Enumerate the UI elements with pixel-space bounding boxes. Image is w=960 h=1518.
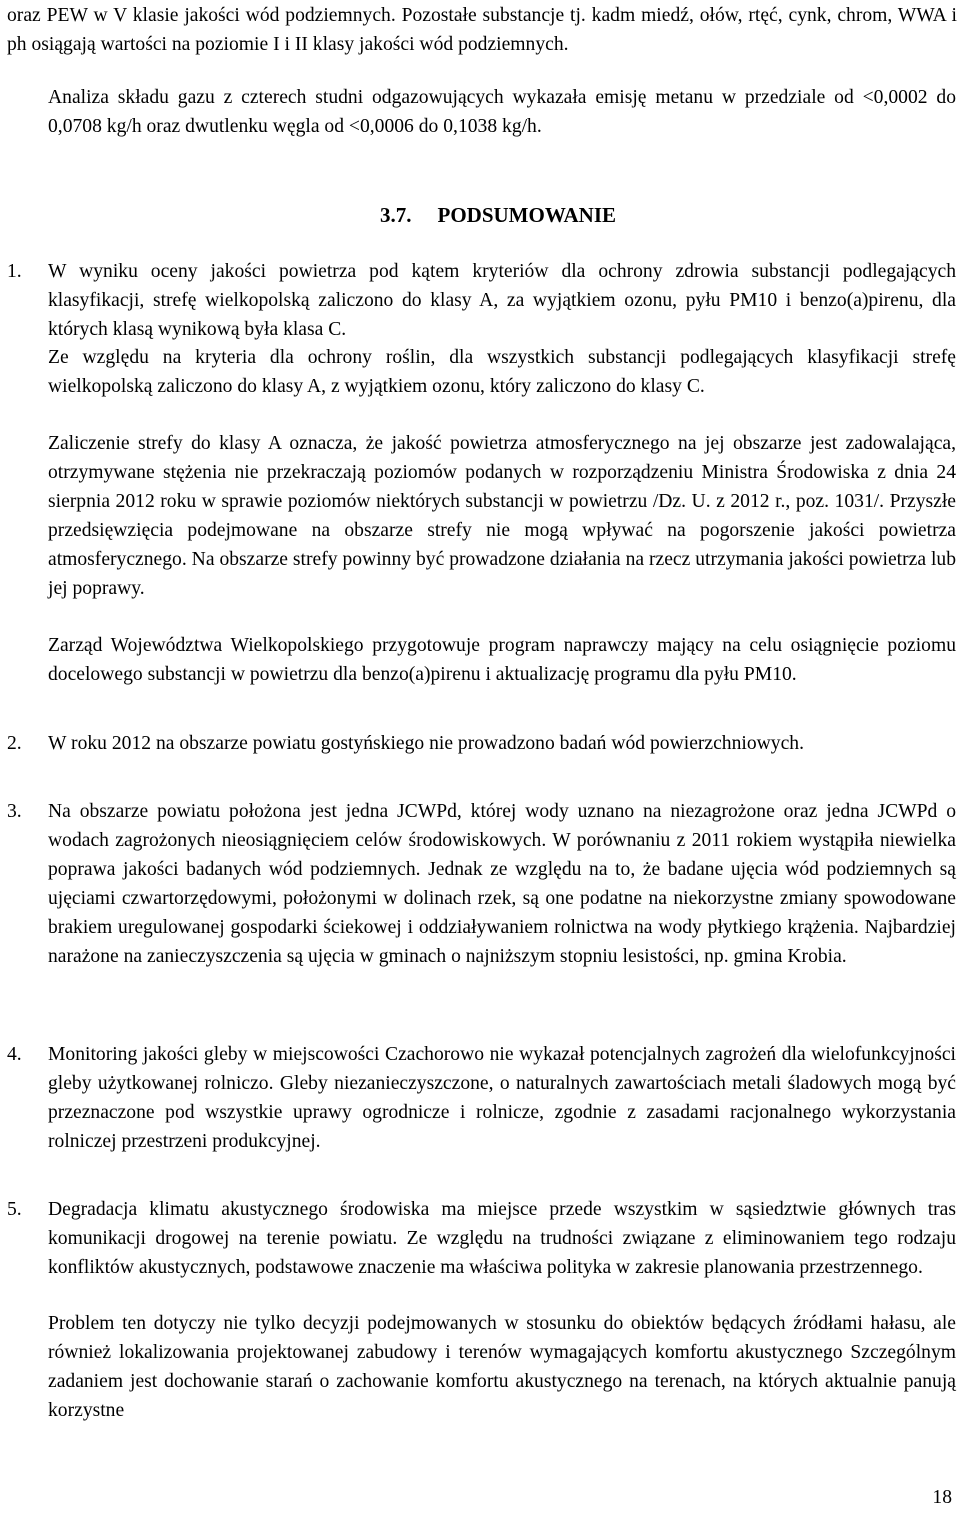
item-4-paragraph-1: Monitoring jakości gleby w miejscowości Czachorowo nie wykazał potencjalnych zagrożeń dla wielofunkcyjności gleby użytkowanej rolniczo. Gleby niezanieczyszczone, o naturalnych zawartościach metali śladowych mogą być przeznaczone pod wszystkie uprawy ogrodnicze i rolnicze, zgodnie z zasadami racjonalnego wykorzystania rolniczej przestrzeni produkcyjnej. <box>48 1044 956 1152</box>
section-number: 3.7. <box>380 203 412 227</box>
item-3-paragraph-1: Na obszarze powiatu położona jest jedna JCWPd, której wody uznano na niezagrożone oraz jedna JCWPd o wodach zagrożonych nieosiągnięciem celów środowiskowych. W porównaniu z 2011 rokiem wystąpiła niewielka poprawa jakości badanych wód podziemnych. Jednak ze względu na to, że badane ujęcia wód podziemnych są ujęciami czwartorzędowymi, położonymi w dolinach rzek, są one podatne na niekorzystne zmiany spowodowane brakiem uregulowanej gospodarki ściekowej i oddziaływaniem rolnictwa na wody płytkiego krążenia. Najbardziej narażone na zanieczyszczenia są ujęcia w gminach o najniższym stopniu lesistości, np. gmina Krobia. <box>48 801 956 967</box>
list-number-5: 5. <box>7 1199 22 1220</box>
item-1-paragraph-3: Zaliczenie strefy do klasy A oznacza, że jakość powietrza atmosferycznego na jej obszarze jest zadowalająca, otrzymywane stężenia nie przekraczają poziomów podanych w rozporządzeniu Ministra Środowiska z dnia 24 sierpnia 2012 roku w sprawie poziomów niektórych substancji w powietrzu /Dz. U. z 2012 r., poz. 1031/. Przyszłe przedsięwzięcia podejmowane na obszarze strefy nie mogą wpływać na pogorszenie jakości powietrza atmosferycznego. Na obszarze strefy powinny być prowadzone działania na rzecz utrzymania jakości powietrza lub jej poprawy. <box>48 433 956 599</box>
item-1-paragraph-1: W wyniku oceny jakości powietrza pod kątem kryteriów dla ochrony zdrowia substancji podlegających klasyfikacji, strefę wielkopolską zaliczono do klasy A, za wyjątkiem ozonu, pyłu PM10 i benzo(a)pirenu, dla których klasą wynikową była klasa C. <box>48 261 956 340</box>
section-heading <box>380 200 616 230</box>
section-title: PODSUMOWANIE <box>437 203 617 227</box>
list-number-2: 2. <box>7 733 22 754</box>
list-number-4: 4. <box>7 1044 22 1065</box>
item-1-paragraph-4: Zarząd Województwa Wielkopolskiego przygotowuje program naprawczy mający na celu osiągnięcie poziomu docelowego substancji w powietrzu dla benzo(a)pirenu i aktualizację programu dla pyłu PM10. <box>48 635 956 685</box>
intro-paragraph-2: Analiza składu gazu z czterech studni odgazowujących wykazała emisję metanu w przedziale od <0,0002 do 0,0708 kg/h oraz dwutlenku węgla od <0,0006 do 0,1038 kg/h. <box>48 87 956 137</box>
intro-paragraph-1: oraz PEW w V klasie jakości wód podziemnych. Pozostałe substancje tj. kadm miedź, ołów, rtęć, cynk, chrom, WWA i ph osiągają wartości na poziomie I i II klasy jakości wód podziemnych. <box>7 5 957 55</box>
item-5-paragraph-1: Degradacja klimatu akustycznego środowiska ma miejsce przede wszystkim w sąsiedztwie głównych tras komunikacji drogowej na terenie powiatu. Ze względu na trudności związane z eliminowaniem tego rodzaju konfliktów akustycznych, podstawowe znaczenie ma właściwa polityka w zakresie planowania przestrzennego. <box>48 1199 956 1278</box>
item-1-paragraph-2: Ze względu na kryteria dla ochrony roślin, dla wszystkich substancji podlegających klasyfikacji strefę wielkopolską zaliczono do klasy A, z wyjątkiem ozonu, który zaliczono do klasy C. <box>48 347 956 397</box>
item-2-paragraph-1: W roku 2012 na obszarze powiatu gostyńskiego nie prowadzono badań wód powierzchniowych. <box>48 733 804 754</box>
list-number-3: 3. <box>7 801 22 822</box>
page-number: 18 <box>932 1487 952 1508</box>
item-5-paragraph-2: Problem ten dotyczy nie tylko decyzji podejmowanych w stosunku do obiektów będących źródłami hałasu, ale również lokalizowania projektowanej zabudowy i terenów wymagających komfortu akustycznego Szczególnym zadaniem jest dochowanie starań o zachowanie komfortu akustycznego na terenach, na których aktualnie panują korzystne <box>48 1313 956 1421</box>
list-number-1: 1. <box>7 261 22 282</box>
